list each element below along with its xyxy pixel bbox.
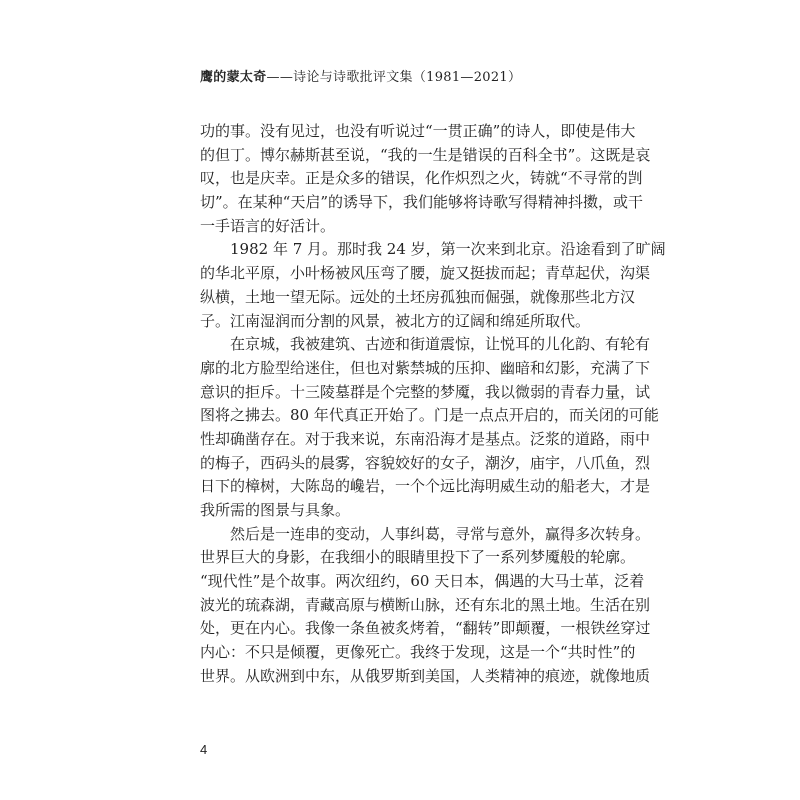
text-line <box>200 120 636 144</box>
text-line-content: 我所需的图景与具象。 <box>200 501 351 519</box>
text-line-content: 廓的北方脸型给迷住，但也对紫禁城的压抑、幽暗和幻影，充满了下 <box>200 358 651 377</box>
text-line-content: 日下的樟树，大陈岛的巉岩，一个个远比海明威生动的船老大，才是 <box>200 477 651 496</box>
text-line-content: 切”。在某种“天启”的诱导下，我们能够将诗歌写得精神抖擞，或干 <box>200 193 644 212</box>
text-line-content: 一手语言的好活计。 <box>200 216 336 235</box>
text-line <box>200 617 651 641</box>
text-line-content: 世界巨大的身影，在我细小的眼睛里投下了一系列梦魇般的轮廓。 <box>200 548 636 567</box>
text-line <box>200 191 644 215</box>
text-line-content: 的华北平原，小叶杨被风压弯了腰，旋又挺拔而起；青草起伏，沟渠 <box>200 264 651 283</box>
text-line-content: 子。江南湿润而分割的风景，被北方的辽阔和绵延所取代。 <box>200 311 591 330</box>
text-line <box>200 333 651 357</box>
text-line <box>200 665 651 689</box>
text-line-content: 意识的拒斥。十三陵墓群是个完整的梦魇，我以微弱的青春力量，试 <box>200 382 651 401</box>
text-line-content: 叹，也是庆幸。正是众多的错误，化作炽烈之火，铸就“不寻常的剀 <box>200 169 643 188</box>
text-line <box>200 594 651 618</box>
book-title: 鹰的蒙太奇 <box>200 70 267 85</box>
text-line <box>200 144 651 168</box>
text-line <box>200 262 651 286</box>
text-line-content: 的梅子，西码头的晨雾，容貌姣好的女子，潮汐，庙宇，八爪鱼，烈 <box>200 453 651 472</box>
text-line <box>200 167 643 191</box>
text-line-content: 图将之拂去。80 年代真正开始了。门是一点点开启的，而关闭的可能 <box>200 406 659 425</box>
text-line <box>200 238 666 262</box>
text-line <box>200 286 636 310</box>
text-line <box>200 404 659 428</box>
body-text <box>200 120 666 689</box>
text-line-content: 处，更在内心。我像一条鱼被炙烤着，“翻转”即颠覆，一根铁丝穿过 <box>200 619 651 638</box>
text-line <box>200 570 645 594</box>
text-line <box>200 428 651 452</box>
text-line-content: 功的事。没有见过，也没有听说过“一贯正确”的诗人，即使是伟大 <box>200 122 636 140</box>
header-separator: —— <box>266 70 294 85</box>
text-line-content: 在京城，我被建筑、古迹和街道震惊，让悦耳的儿化韵、有轮有 <box>230 335 651 354</box>
text-line <box>200 523 651 547</box>
book-subtitle: 诗论与诗歌批评文集（1981—2021） <box>293 70 522 85</box>
running-header <box>200 66 521 85</box>
text-line-content: 纵横，土地一望无际。远处的土坯房孤独而倔强，就像那些北方汉 <box>200 287 636 306</box>
text-line-content: 然后是一连串的变动，人事纠葛，寻常与意外，赢得多次转身。 <box>230 524 651 543</box>
text-line <box>200 357 651 381</box>
text-line-content: 性却确凿存在。对于我来说，东南沿海才是基点。泛浆的道路，雨中 <box>200 429 651 448</box>
text-line <box>200 215 600 239</box>
text-line <box>200 499 600 523</box>
text-line-content: 世界。从欧洲到中东，从俄罗斯到美国，人类精神的痕迹，就像地质 <box>200 666 651 685</box>
text-line <box>200 641 636 665</box>
text-line-content: 1982 年 7 月。那时我 24 岁，第一次来到北京。沿途看到了旷阔 <box>230 240 666 259</box>
text-line-content: 波光的琉森湖，青藏高原与横断山脉，还有东北的黑土地。生活在别 <box>200 595 651 614</box>
page-number: 4 <box>200 742 208 757</box>
text-line <box>200 452 651 476</box>
text-line <box>200 546 636 570</box>
text-line-content: “现代性”是个故事。两次纽约，60 天日本，偶遇的大马士革，泛着 <box>200 572 645 591</box>
text-line <box>200 475 651 499</box>
text-line-content: 的但丁。博尔赫斯甚至说，“我的一生是错误的百科全书”。这既是哀 <box>200 145 651 164</box>
text-line <box>200 381 651 405</box>
text-line <box>200 310 600 334</box>
text-line-content: 内心：不只是倾覆，更像死亡。我终于发现，这是一个“共时性”的 <box>200 643 636 662</box>
